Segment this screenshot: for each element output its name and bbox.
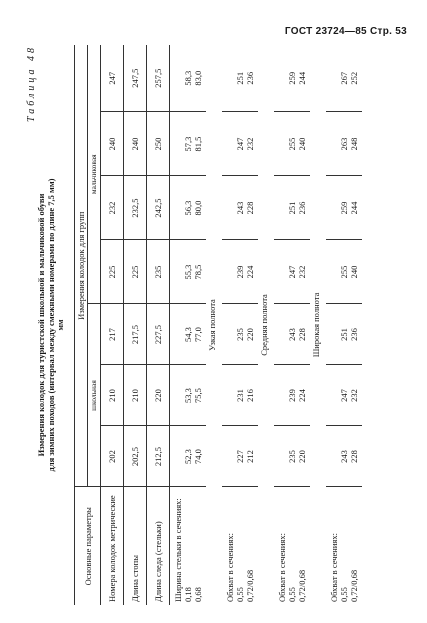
cell-value: 83,0 (193, 70, 203, 86)
cell: 225 (124, 240, 147, 304)
cell: 235 (147, 240, 170, 304)
cell (274, 112, 310, 176)
cell-value: 58,3 (183, 70, 193, 86)
cell-value: 239 (287, 389, 297, 402)
cell (222, 365, 258, 426)
cell-value: 81,5 (193, 136, 203, 152)
cell-value: 235 (287, 450, 297, 463)
cell-value: 243 (287, 328, 297, 341)
cell-value: 240 (349, 265, 359, 279)
cell (274, 240, 310, 304)
cell (274, 45, 310, 112)
cell (274, 426, 310, 487)
header-row-groups (75, 45, 88, 605)
row-label-title: Обхват в сечениях: (225, 533, 235, 602)
cell: 210 (124, 365, 147, 426)
cell (170, 426, 207, 487)
cell: 217,5 (124, 304, 147, 365)
cell-value: 216 (245, 389, 255, 402)
row-label-title: Обхват в сечениях: (277, 533, 287, 602)
cell: 257,5 (147, 45, 170, 112)
cell-value: 53,3 (183, 388, 193, 403)
cell-value: 56,3 (183, 200, 193, 216)
section-title-row (310, 45, 326, 605)
cell-value: 243 (235, 201, 245, 215)
cell-value: 57,3 (183, 136, 193, 152)
cell (170, 365, 207, 426)
cell (170, 45, 207, 112)
cell (222, 240, 258, 304)
cell: 232 (101, 176, 124, 240)
cell-value: 212 (245, 450, 255, 463)
section-label: 0,18 (183, 587, 193, 602)
table-row (170, 45, 207, 605)
cell-value: 251 (339, 328, 349, 341)
cell-value: 52,3 (183, 449, 193, 464)
cell (170, 304, 207, 365)
cell-value: 232 (245, 137, 255, 151)
cell-value: 247 (339, 389, 349, 402)
cell (222, 45, 258, 112)
header-groups: Измерения колодок для групп (75, 45, 88, 487)
cell: 242,5 (147, 176, 170, 240)
cell-value: 75,5 (193, 388, 203, 403)
cell-value: 267 (339, 71, 349, 85)
cell-value: 247 (287, 265, 297, 279)
table-row (326, 45, 362, 605)
table-row (274, 45, 310, 605)
cell-value: 251 (235, 71, 245, 85)
cell: 227,5 (147, 304, 170, 365)
row-label: Номера колодок метрические (101, 487, 124, 605)
cell-value: 240 (297, 137, 307, 151)
cell (326, 45, 362, 112)
cell-value: 228 (297, 328, 307, 341)
cell (170, 240, 207, 304)
cell (326, 304, 362, 365)
section-title: Средняя полнота (259, 294, 269, 356)
cell-value: 54,3 (183, 327, 193, 342)
cell-value: 227 (235, 450, 245, 463)
section-title: Узкая полнота (207, 299, 217, 351)
row-label-title: Ширина стельки в сечениях: (173, 498, 183, 602)
section-title-row (258, 45, 274, 605)
cell (326, 176, 362, 240)
cell-value: 224 (245, 265, 255, 279)
cell-value: 220 (245, 328, 255, 341)
cell-value: 247 (235, 137, 245, 151)
row-label-title: Обхват в сечениях: (329, 533, 339, 602)
section-label: 0,72/0,68 (297, 569, 307, 602)
cell-value: 259 (339, 201, 349, 215)
cell: 210 (101, 365, 124, 426)
cell-value: 232 (297, 265, 307, 279)
cell-value: 232 (349, 389, 359, 402)
cell: 202,5 (124, 426, 147, 487)
header-boys: мальчиковая (88, 45, 101, 304)
cell (326, 112, 362, 176)
cell-value: 255 (339, 265, 349, 279)
cell: 247 (101, 45, 124, 112)
page-header: ГОСТ 23724—85 Стр. 53 (284, 26, 407, 37)
table-row (147, 45, 170, 605)
table-row (101, 45, 124, 605)
table-caption (36, 45, 66, 605)
header-params: Основные параметры (75, 487, 101, 605)
measurements-table (74, 45, 362, 605)
cell: 220 (147, 365, 170, 426)
cell (222, 112, 258, 176)
cell-value: 243 (339, 450, 349, 463)
cell (170, 176, 207, 240)
cell (222, 426, 258, 487)
cell-value: 228 (349, 450, 359, 463)
cell (274, 176, 310, 240)
cell-value: 259 (287, 71, 297, 85)
cell-value: 252 (349, 71, 359, 85)
cell-value: 74,0 (193, 449, 203, 464)
row-label: Длина следа (стельки) (147, 487, 170, 605)
cell-value: 55,3 (183, 264, 193, 280)
cell (170, 112, 207, 176)
cell: 217 (101, 304, 124, 365)
cell (326, 240, 362, 304)
cell-value: 77,0 (193, 327, 203, 342)
cell: 240 (101, 112, 124, 176)
cell: 225 (101, 240, 124, 304)
row-label (222, 487, 258, 605)
cell-value: 248 (349, 137, 359, 151)
cell-value: 220 (297, 450, 307, 463)
table-row (124, 45, 147, 605)
cell (326, 365, 362, 426)
cell-value: 244 (349, 201, 359, 215)
cell-value: 228 (245, 201, 255, 215)
cell: 202 (101, 426, 124, 487)
cell-value: 236 (245, 71, 255, 85)
row-label (326, 487, 362, 605)
section-label: 0,55 (339, 587, 349, 602)
cell (222, 304, 258, 365)
table-row (222, 45, 258, 605)
cell-value: 244 (297, 71, 307, 85)
cell: 247,5 (124, 45, 147, 112)
cell-value: 255 (287, 137, 297, 151)
cell: 212,5 (147, 426, 170, 487)
section-label: 0,55 (235, 587, 245, 602)
cell-value: 236 (297, 201, 307, 215)
cell-value: 235 (235, 328, 245, 341)
cell-value: 231 (235, 389, 245, 402)
cell: 232,5 (124, 176, 147, 240)
cell (326, 426, 362, 487)
caption-line-1: Измерения колодок для туристской школьной и мальчиковой обуви (36, 193, 46, 457)
cell-value: 263 (339, 137, 349, 151)
cell-value: 80,0 (193, 200, 203, 216)
cell-value: 224 (297, 389, 307, 402)
section-label: 0,68 (193, 587, 203, 602)
cell: 240 (124, 112, 147, 176)
cell-value: 239 (235, 265, 245, 279)
row-label: Длина стопы (124, 487, 147, 605)
section-label: 0,72/0,68 (349, 569, 359, 602)
section-title-row (206, 45, 222, 605)
cell (274, 365, 310, 426)
section-label: 0,55 (287, 587, 297, 602)
row-label (170, 487, 207, 605)
cell: 250 (147, 112, 170, 176)
cell (222, 176, 258, 240)
cell-value: 78,5 (193, 264, 203, 280)
section-title: Широкая полнота (311, 292, 321, 358)
cell-value: 251 (287, 201, 297, 215)
caption-line-2: для зимних походов (интервал между смежными номерами по длине 7,5 мм) (46, 178, 56, 472)
caption-unit: мм (56, 319, 65, 331)
row-label (274, 487, 310, 605)
table-label: Таблица 48 (26, 45, 37, 122)
section-label: 0,72/0,68 (245, 569, 255, 602)
cell-value: 236 (349, 328, 359, 341)
rotated-table-stage (26, 45, 406, 605)
header-school: школьная (88, 304, 101, 487)
cell (274, 304, 310, 365)
